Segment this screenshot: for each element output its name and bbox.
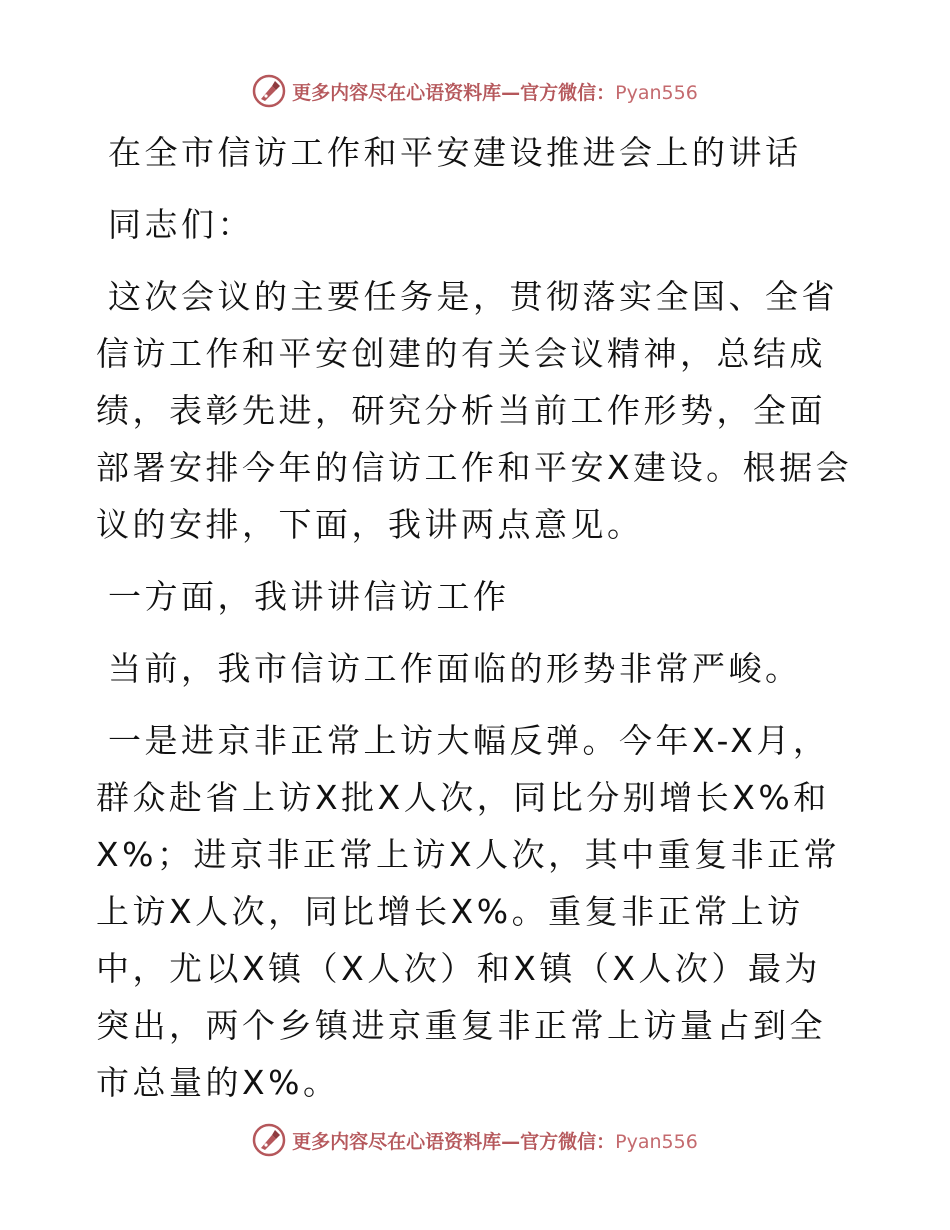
pen-nib-logo-icon <box>252 1123 286 1157</box>
paragraph-2: 当前，我市信访工作面临的形势非常严峻。 <box>108 649 802 688</box>
watermark-text: 更多内容尽在心语资料库—官方微信：Pyan556 <box>292 81 698 104</box>
watermark-handle: Pyan556 <box>615 1130 698 1153</box>
paragraph-1 <box>96 268 856 553</box>
paragraph-3-text: 一是进京非正常上访大幅反弹。今年X-X月，群众赴省上访X批X人次，同比分别增长X%和X%；进京非正常上访X人次，其中重复非正常上访X人次，同比增长X%。重复非正常上访中，尤以X镇（X人次）和X镇（X人次）最为突出，两个乡镇进京重复非正常上访量占到全市总量的X%。 <box>96 721 841 1102</box>
paragraph-1-text: 这次会议的主要任务是，贯彻落实全国、全省信访工作和平安创建的有关会议精神，总结成绩，表彰先进，研究分析当前工作形势，全面部署安排今年的信访工作和平安X建设。根据会议的安排，下面，我讲两点意见。 <box>96 277 853 544</box>
document-body <box>96 124 856 1126</box>
document-title: 在全市信访工作和平安建设推进会上的讲话 <box>108 133 802 172</box>
pen-nib-logo-icon <box>252 74 286 108</box>
salutation: 同志们： <box>108 205 254 244</box>
watermark-handle: Pyan556 <box>615 81 698 104</box>
watermark-text: 更多内容尽在心语资料库—官方微信：Pyan556 <box>292 1130 698 1153</box>
section-heading: 一方面，我讲讲信访工作 <box>108 577 510 616</box>
watermark-header <box>0 71 950 111</box>
watermark-footer <box>0 1120 950 1160</box>
paragraph-3 <box>96 712 856 1111</box>
